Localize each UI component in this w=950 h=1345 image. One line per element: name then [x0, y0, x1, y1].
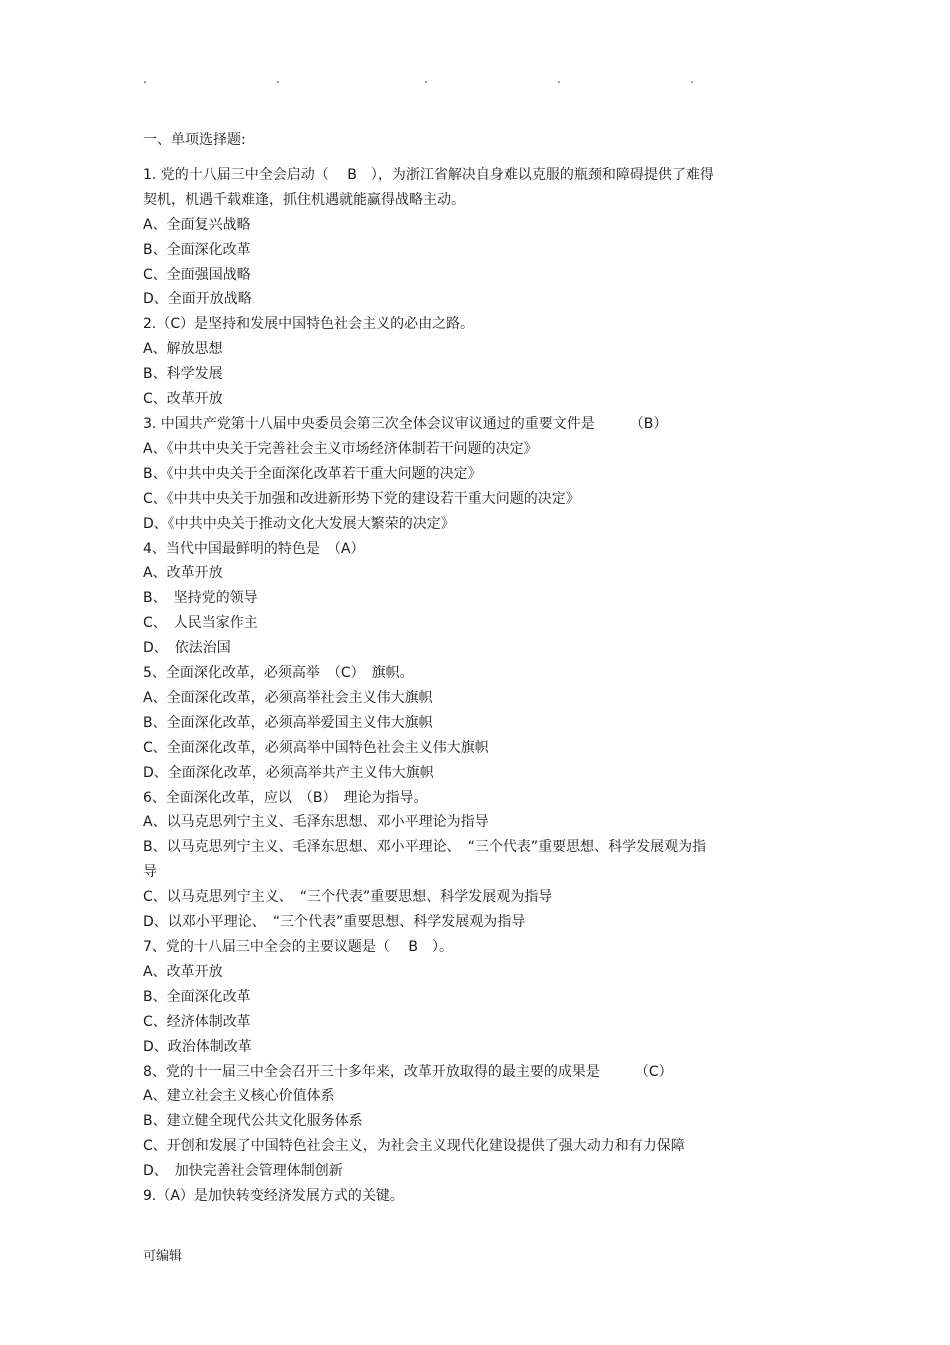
text-line: C、经济体制改革: [143, 1013, 251, 1030]
text-line: B、《中共中央关于全面深化改革若干重大问题的决定》: [143, 465, 482, 482]
section-title: 一、单项选择题:: [143, 132, 246, 148]
text-line: B、科学发展: [143, 366, 223, 383]
text-line: B、以马克思列宁主义、毛泽东思想、邓小平理论、 “三个代表”重要思想、科学发展观为指: [143, 839, 707, 856]
text-line: A、解放思想: [143, 341, 223, 358]
text-line: 2.（C）是坚持和发展中国特色社会主义的必由之路。: [143, 316, 475, 333]
text-line: 9.（A）是加快转变经济发展方式的关键。: [143, 1188, 404, 1205]
header-dots: [0, 72, 950, 86]
text-line: B、 坚持党的领导: [143, 590, 258, 607]
text-line: 导: [143, 864, 157, 881]
text-line: D、以邓小平理论、 “三个代表”重要思想、科学发展观为指导: [143, 914, 526, 931]
header-dot: .: [557, 72, 561, 86]
header-dot: .: [143, 72, 147, 86]
text-line: 3. 中国共产党第十八届中央委员会第三次全体会议审议通过的重要文件是 （B）: [143, 415, 668, 432]
text-line: C、 人民当家作主: [143, 615, 258, 632]
text-line: B、建立健全现代公共文化服务体系: [143, 1113, 363, 1130]
header-dot: .: [690, 72, 694, 86]
text-line: 4、当代中国最鲜明的特色是 （A）: [143, 540, 365, 557]
header-dot: .: [276, 72, 280, 86]
text-line: B、全面深化改革: [143, 241, 251, 258]
text-line: D、 依法治国: [143, 640, 231, 657]
text-line: A、以马克思列宁主义、毛泽东思想、邓小平理论为指导: [143, 814, 489, 831]
text-line: C、《中共中央关于加强和改进新形势下党的建设若干重大问题的决定》: [143, 490, 580, 507]
text-line: C、全面深化改革，必须高举中国特色社会主义伟大旗帜: [143, 739, 489, 756]
text-line: A、全面深化改革，必须高举社会主义伟大旗帜: [143, 689, 433, 706]
document-body: [143, 128, 793, 1209]
text-line: D、全面开放战略: [143, 291, 252, 308]
text-line: 5、全面深化改革，必须高举 （C） 旗帜。: [143, 665, 414, 682]
text-line: D、《中共中央关于推动文化大发展大繁荣的决定》: [143, 515, 455, 532]
text-line: A、全面复兴战略: [143, 216, 251, 233]
footer-label: 可编辑: [143, 1249, 183, 1264]
text-line: B、全面深化改革: [143, 988, 251, 1005]
text-line: B、全面深化改革，必须高举爱国主义伟大旗帜: [143, 714, 433, 731]
text-line: C、改革开放: [143, 391, 223, 408]
text-line: C、全面强国战略: [143, 266, 251, 283]
text-line: A、建立社会主义核心价值体系: [143, 1088, 335, 1105]
text-line: A、改革开放: [143, 565, 223, 582]
text-line: 契机，机遇千载难逢，抓住机遇就能赢得战略主动。: [143, 191, 465, 208]
text-line: 6、全面深化改革，应以 （B） 理论为指导。: [143, 789, 428, 806]
text-line: 8、党的十一届三中全会召开三十多年来，改革开放取得的最主要的成果是 （C）: [143, 1063, 673, 1080]
text-line: D、 加快完善社会管理体制创新: [143, 1163, 343, 1180]
text-line: C、以马克思列宁主义、 “三个代表”重要思想、科学发展观为指导: [143, 889, 553, 906]
text-line: 1. 党的十八届三中全会启动（ B ），为浙江省解决自身难以克服的瓶颈和障碍提供了难得: [143, 166, 714, 183]
text-line: D、全面深化改革，必须高举共产主义伟大旗帜: [143, 764, 434, 781]
text-line: A、《中共中央关于完善社会主义市场经济体制若干问题的决定》: [143, 440, 538, 457]
text-line: C、开创和发展了中国特色社会主义，为社会主义现代化建设提供了强大动力和有力保障: [143, 1138, 685, 1155]
question-list: [143, 163, 793, 1209]
text-line: A、改革开放: [143, 963, 223, 980]
header-dot: .: [424, 72, 428, 86]
text-line: 7、党的十八届三中全会的主要议题是（ B ）。: [143, 939, 453, 955]
text-line: D、政治体制改革: [143, 1038, 252, 1055]
